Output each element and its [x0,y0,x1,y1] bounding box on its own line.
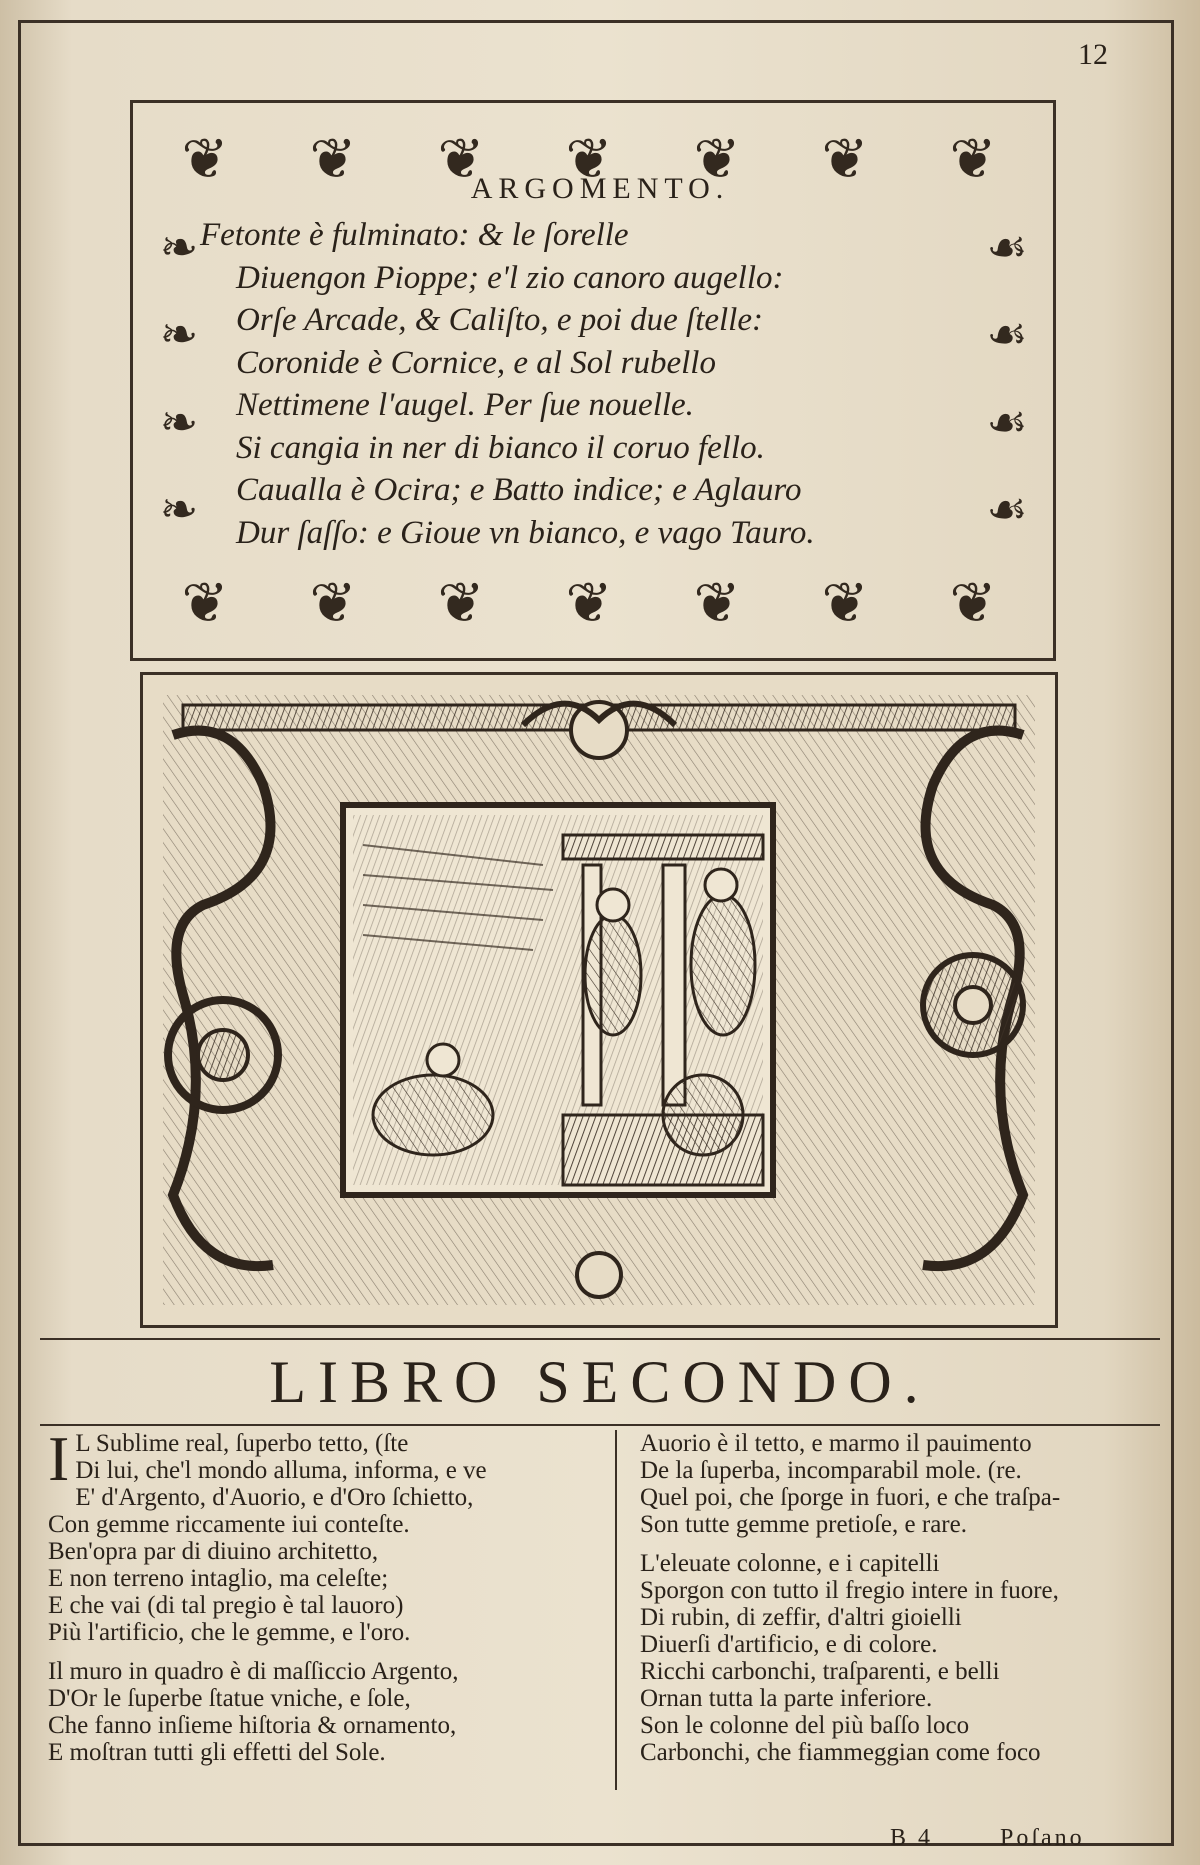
verse-line: Dur ſaſſo: e Gioue vn bianco, e vago Tauro. [236,514,815,551]
signature-mark: B 4 [890,1825,934,1851]
verse-line: Auorio è il tetto, e marmo il pauimento [640,1430,1032,1457]
verse-line: Son le colonne del più baſſo loco [640,1712,970,1739]
verse-line: Fetonte è fulminato: & le ſorelle [200,217,629,253]
stanza [640,1430,1165,1538]
verse-line: Coronide è Cornice, e al Sol rubello [236,344,716,381]
argomento-verses [200,214,1016,554]
left-column [48,1423,603,1778]
drop-cap: I [48,1423,70,1494]
verse-line: De la ſuperba, incomparabil mole. (re. [640,1457,1022,1484]
stanza [48,1658,603,1766]
heading-rule-top [40,1338,1160,1340]
verse-line: E che vai (di tal pregio è tal lauoro) [48,1592,404,1619]
verse-line: Con gemme riccamente iui conteſte. [48,1511,410,1538]
verse-line: Di lui, che'l mondo alluma, informa, e ve [75,1457,487,1484]
verse-line: L Sublime real, ſuperbo tetto, (ſte [75,1430,409,1457]
verse-line: Diuerſi d'artificio, e di colore. [640,1631,938,1658]
heading-rule-bottom [40,1424,1160,1426]
verse-line: E' d'Argento, d'Auorio, e d'Oro ſchietto, [75,1484,474,1511]
ornament-border-bottom: ❦ ❦ ❦ ❦ ❦ ❦ ❦ [181,572,1001,635]
right-column [640,1430,1165,1778]
verse-line: Caualla è Ocira; e Batto indice; e Aglauro [236,472,802,508]
book-heading: LIBRO SECONDO. [269,1349,931,1415]
verse-line: Che fanno inſieme hiſtoria & ornamento, [48,1712,457,1739]
verse-line: Nettimene l'augel. Per ſue nouelle. [236,387,694,423]
argomento-title: ARGOMENTO. [470,172,730,205]
verse-line: D'Or le ſuperbe ſtatue vniche, e ſole, [48,1685,411,1712]
verse-line: Ornan tutta la parte inferiore. [640,1685,933,1712]
woodcut-illustration [140,672,1058,1328]
verse-line: Quel poi, che ſporge in fuori, e che traſpa- [640,1484,1061,1511]
verse-line: E non terreno intaglio, ma celeſte; [48,1565,389,1592]
verse-line: Carbonchi, che fiammeggian come foco [640,1739,1041,1766]
verse-line: E moſtran tutti gli effetti del Sole. [48,1739,386,1766]
verse-line: Il muro in quadro è di maſſiccio Argento, [48,1658,459,1685]
verse-line: Orſe Arcade, & Caliſto, e poi due ſtelle: [236,302,763,338]
ornament-border-right: ☙ ☙ ☙ ☙ [986,221,1028,536]
catchword: Poſano [1000,1825,1085,1851]
woodcut-image [143,675,1055,1325]
column-divider [615,1430,617,1790]
verse-line: Di rubin, di zeffir, d'altri gioielli [640,1604,962,1631]
verse-line: Son tutte gemme pretioſe, e rare. [640,1511,967,1538]
verse-line: Diuengon Pioppe; e'l zio canoro augello: [236,259,784,296]
ornament-border-left: ❧ ❧ ❧ ❧ [159,221,199,536]
verse-line: Si cangia in ner di bianco il coruo fello. [236,429,765,466]
stanza [48,1423,603,1646]
verse-line: Più l'artificio, che le gemme, e l'oro. [48,1619,411,1646]
verse-line: Ben'opra par di diuino architetto, [48,1538,379,1565]
verse-line: Sporgon con tutto il fregio intere in fuore, [640,1577,1059,1604]
ornament-border-top: ❦ ❦ ❦ ❦ ❦ ❦ ❦ [181,128,1001,191]
verse-line: L'eleuate colonne, e i capitelli [640,1550,940,1577]
page-number: 12 [1078,38,1108,71]
stanza [640,1550,1165,1766]
verse-line: Ricchi carbonchi, traſparenti, e belli [640,1658,1000,1685]
